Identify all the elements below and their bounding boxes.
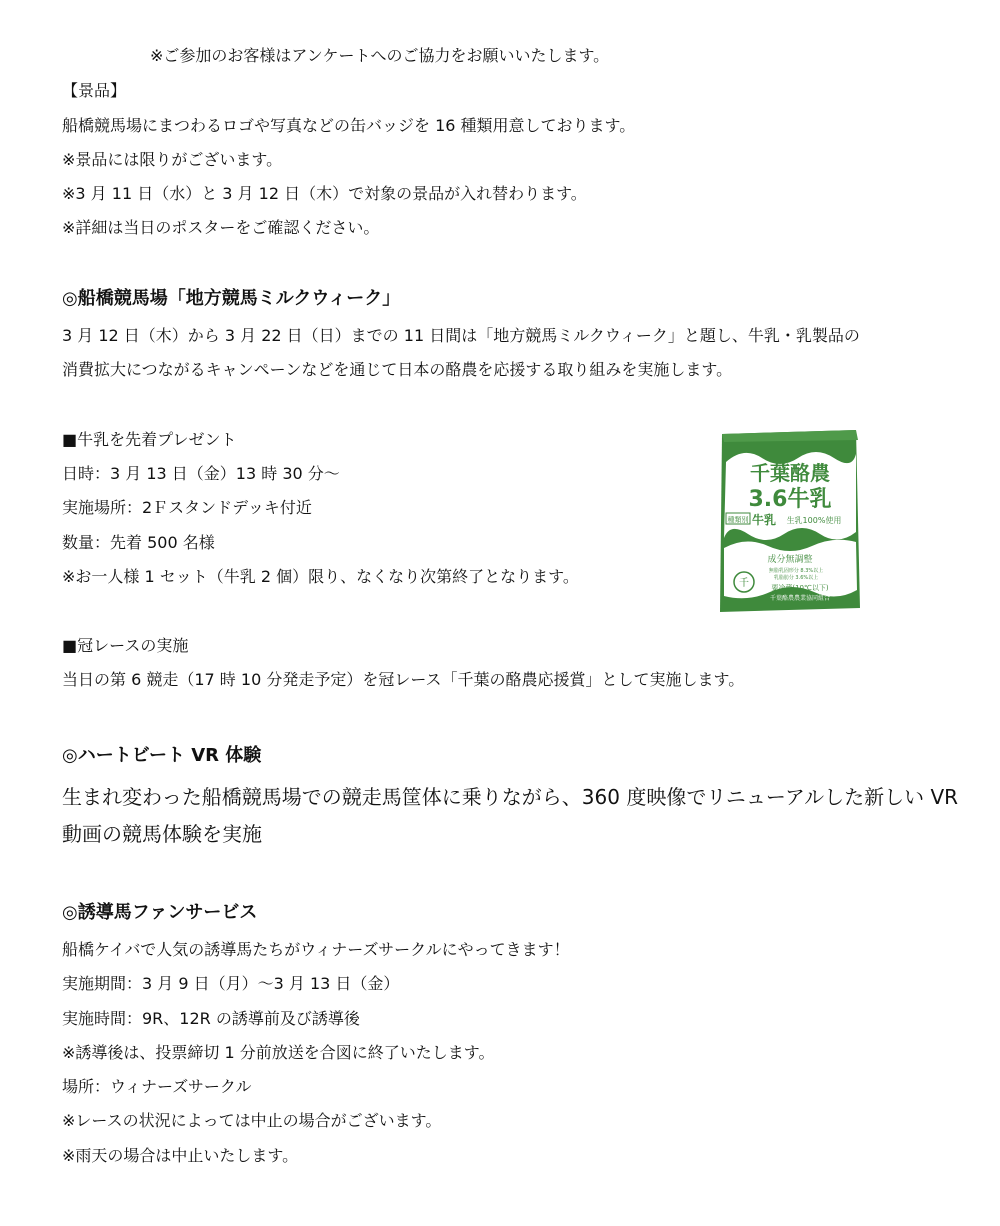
crown-race-heading: ■冠レースの実施	[62, 636, 189, 655]
milk-present-line: 数量：先着 500 名様	[62, 533, 215, 552]
carton-title-line2: 3.6牛乳	[748, 487, 832, 512]
lead-horse-line: 実施期間：3 月 9 日（月）～3 月 13 日（金）	[62, 974, 400, 993]
lead-horse-line: ※雨天の場合は中止いたします。	[62, 1146, 299, 1165]
milk-present-heading: ■牛乳を先着プレゼント	[62, 430, 237, 449]
milk-week-line: 消費拡大につながるキャンペーンなどを通じて日本の酪農を応援する取り組みを実施します。	[62, 360, 733, 379]
vr-heading: ◎ハートビート VR 体験	[62, 745, 262, 766]
lead-horse-line: ※レースの状況によっては中止の場合がございます。	[62, 1111, 442, 1130]
crown-race-line: 当日の第 6 競走（17 時 10 分発走予定）を冠レース「千葉の酪農応援賞」として実施します。	[62, 670, 745, 689]
lead-horse-heading: ◎誘導馬ファンサービス	[62, 902, 258, 923]
svg-text:千: 千	[739, 578, 749, 589]
milk-present-line: 日時：3 月 13 日（金）13 時 30 分～	[62, 464, 340, 483]
milk-week-heading: ◎船橋競馬場「地方競馬ミルクウィーク」	[62, 288, 401, 309]
carton-milk-label: 牛乳	[751, 513, 777, 527]
lead-horse-line: 場所：ウィナーズサークル	[62, 1077, 252, 1096]
carton-type-label: 種類別	[727, 516, 749, 524]
carton-storage: 要冷蔵(10℃以下)	[771, 584, 829, 592]
prize-line: ※景品には限りがございます。	[62, 150, 283, 169]
carton-title-line1: 千葉酪農	[750, 461, 830, 485]
prize-heading: 【景品】	[62, 81, 127, 100]
lead-horse-line: 実施時間：9R、12R の誘導前及び誘導後	[62, 1009, 360, 1028]
vr-line: 生まれ変わった船橋競馬場での競走馬筐体に乗りながら、360 度映像でリニューアルした新しい VR	[62, 785, 959, 809]
carton-raw-milk: 生乳100%使用	[786, 516, 842, 525]
lead-horse-line: 船橋ケイバで人気の誘導馬たちがウィナーズサークルにやってきます！	[62, 940, 570, 959]
carton-fat-line2: 乳脂肪分 3.6%以上	[773, 575, 819, 581]
milk-carton-image	[716, 428, 862, 614]
prize-line: 船橋競馬場にまつわるロゴや写真などの缶バッジを 16 種類用意しております。	[62, 116, 636, 135]
prize-line: ※3 月 11 日（水）と 3 月 12 日（木）で対象の景品が入れ替わります。	[62, 184, 587, 203]
milk-present-line: ※お一人様 1 セット（牛乳 2 個）限り、なくなり次第終了となります。	[62, 567, 579, 586]
vr-line: 動画の競馬体験を実施	[62, 822, 262, 846]
prize-line: ※詳細は当日のポスターをご確認ください。	[62, 218, 380, 237]
carton-maker: 千葉酪農農業協同組合	[769, 595, 831, 602]
lead-horse-line: ※誘導後は、投票締切 1 分前放送を合図に終了いたします。	[62, 1043, 495, 1062]
carton-unadjusted: 成分無調整	[767, 555, 813, 565]
milk-week-line: 3 月 12 日（木）から 3 月 22 日（日）までの 11 日間は「地方競馬ミルクウィーク」と題し、牛乳・乳製品の	[62, 326, 860, 345]
carton-fat-line1: 無脂乳固形分 8.3%以上	[768, 568, 824, 574]
milk-present-line: 実施場所：2Ｆスタンドデッキ付近	[62, 498, 312, 517]
survey-note: ※ご参加のお客様はアンケートへのご協力をお願いいたします。	[150, 46, 610, 65]
